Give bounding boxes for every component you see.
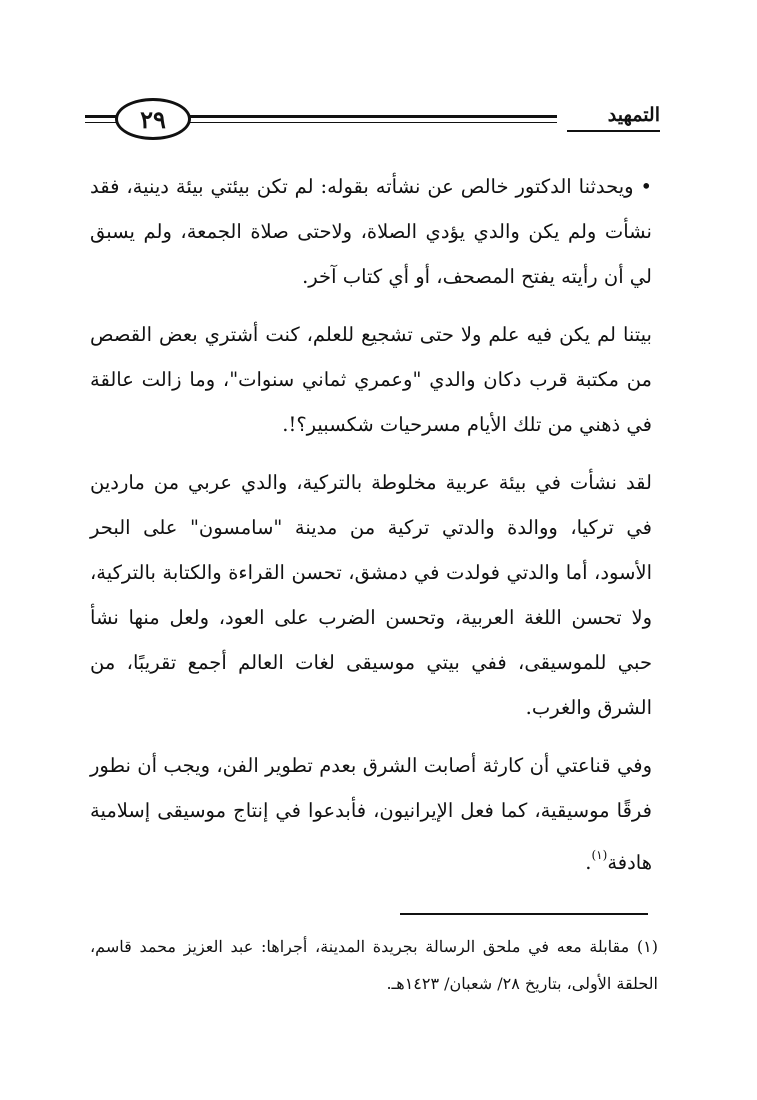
- paragraph-2: بيتنا لم يكن فيه علم ولا حتى تشجيع للعلم، كنت أشتري بعض القصص من مكتبة قرب دكان والدي "وعمري ثماني سنوات"، وما زالت عالقة في ذهني من تلك الأيام مسرحيات شكسبير؟!.: [90, 323, 652, 436]
- page-header: [85, 98, 660, 144]
- paragraph-4-end: .: [585, 851, 592, 874]
- chapter-title: التمهيد: [607, 104, 660, 126]
- title-underline: [567, 130, 660, 132]
- footnote-divider: [400, 913, 648, 915]
- paragraph-4: [90, 743, 652, 885]
- page-number: ٢٩: [115, 98, 191, 140]
- main-text: [90, 164, 652, 898]
- footnote-reference: (١): [591, 848, 608, 862]
- paragraph-3: لقد نشأت في بيئة عربية مخلوطة بالتركية، والدي عربي من ماردين في تركيا، ووالدة والدتي تركية من مدينة "سامسون" على البحر الأسود، أما والدتي فولدت في دمشق، تحسن القراءة والكتابة بالتركية، ولا تحسن اللغة العربية، وتحسن الضرب على العود، ولعل منها نشأ حبي للموسيقى، ففي بيتي موسيقى لغات العالم أجمع تقريبًا، من الشرق والغرب.: [90, 471, 652, 719]
- header-rule-right-thick: [185, 115, 557, 118]
- header-rule-right-thin: [185, 122, 557, 123]
- footnotes: [90, 928, 658, 1002]
- paragraph-1: • ويحدثنا الدكتور خالص عن نشأته بقوله: لم تكن بيئتي بيئة دينية، فقد نشأت ولم يكن والدي يؤدي الصلاة، ولاحتى صلاة الجمعة، ولم يسبق لي أن رأيته يفتح المصحف، أو أي كتاب آخر.: [90, 175, 652, 288]
- footnote-1: (١) مقابلة معه في ملحق الرسالة بجريدة المدينة، أجراها: عبد العزيز محمد قاسم، الحلقة الأولى، بتاريخ ٢٨/ شعبان/ ١٤٢٣هـ.: [90, 937, 658, 993]
- paragraph-4-text: وفي قناعتي أن كارثة أصابت الشرق بعدم تطوير الفن، ويجب أن نطور فرقًا موسيقية، كما فعل الإيرانيون، فأبدعوا في إنتاج موسيقى إسلامية هادفة: [90, 754, 652, 874]
